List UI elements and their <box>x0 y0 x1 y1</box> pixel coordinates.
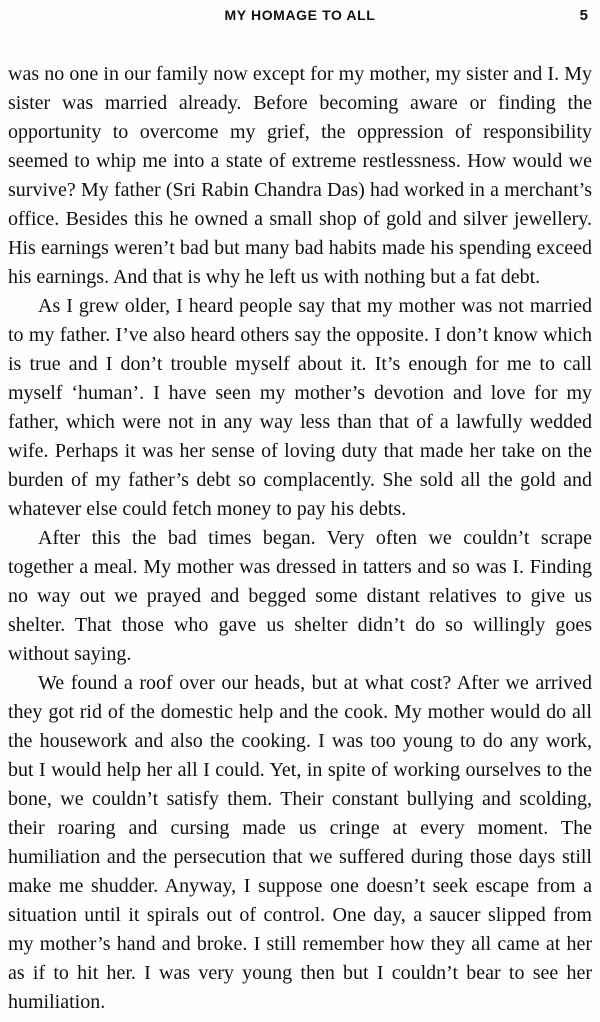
page-number: 5 <box>579 7 588 24</box>
paragraph-continued: was no one in our family now except for my mother, my sister and I. My sister was married already. Before becoming aware or finding the opportunity to overcome my grief, the oppression of responsibility seemed to whip me into a state of extreme restlessness. How would we survive? My father (Sri Rabin Chandra Das) had worked in a merchant’s office. Besides this he owned a small shop of gold and silver jewellery. His earnings weren’t bad but many bad habits made his spending exceed his earnings. And that is why he left us with nothing but a fat debt. <box>8 63 592 288</box>
running-head <box>8 7 592 27</box>
running-title: MY HOMAGE TO ALL <box>224 7 376 23</box>
paragraph: As I grew older, I heard people say that my mother was not married to my father. I’ve also heard others say the opposite. I don’t know which is true and I don’t trouble myself about it. It’s enough for me to call myself ‘human’. I have seen my mother’s devotion and love for my father, which were not in any way less than that of a lawfully wedded wife. Perhaps it was her sense of loving duty that made her take on the burden of my father’s debt so complacently. She sold all the gold and whatever else could fetch money to pay his debts. <box>8 295 592 520</box>
paragraph: We found a roof over our heads, but at what cost? After we arrived they got rid of the domestic help and the cook. My mother would do all the housework and also the cooking. I was too young to do any work, but I would help her all I could. Yet, in spite of working ourselves to the bone, we couldn’t satisfy them. Their constant bullying and scolding, their roaring and cursing made us cringe at every moment. The humiliation and the persecution that we suffered during those days still make me shudder. Anyway, I suppose one doesn’t seek escape from a situation until it spirals out of control. One day, a saucer slipped from my mother’s hand and broke. I still remember how they all came at her as if to hit her. I was very young then but I couldn’t bear to see her humiliation. <box>8 672 592 1013</box>
body-text <box>8 60 592 1017</box>
paragraph: After this the bad times began. Very often we couldn’t scrape together a meal. My mother was dressed in tatters and so was I. Finding no way out we prayed and begged some distant relatives to give us shelter. That those who gave us shelter didn’t do so willingly goes without saying. <box>8 527 592 665</box>
